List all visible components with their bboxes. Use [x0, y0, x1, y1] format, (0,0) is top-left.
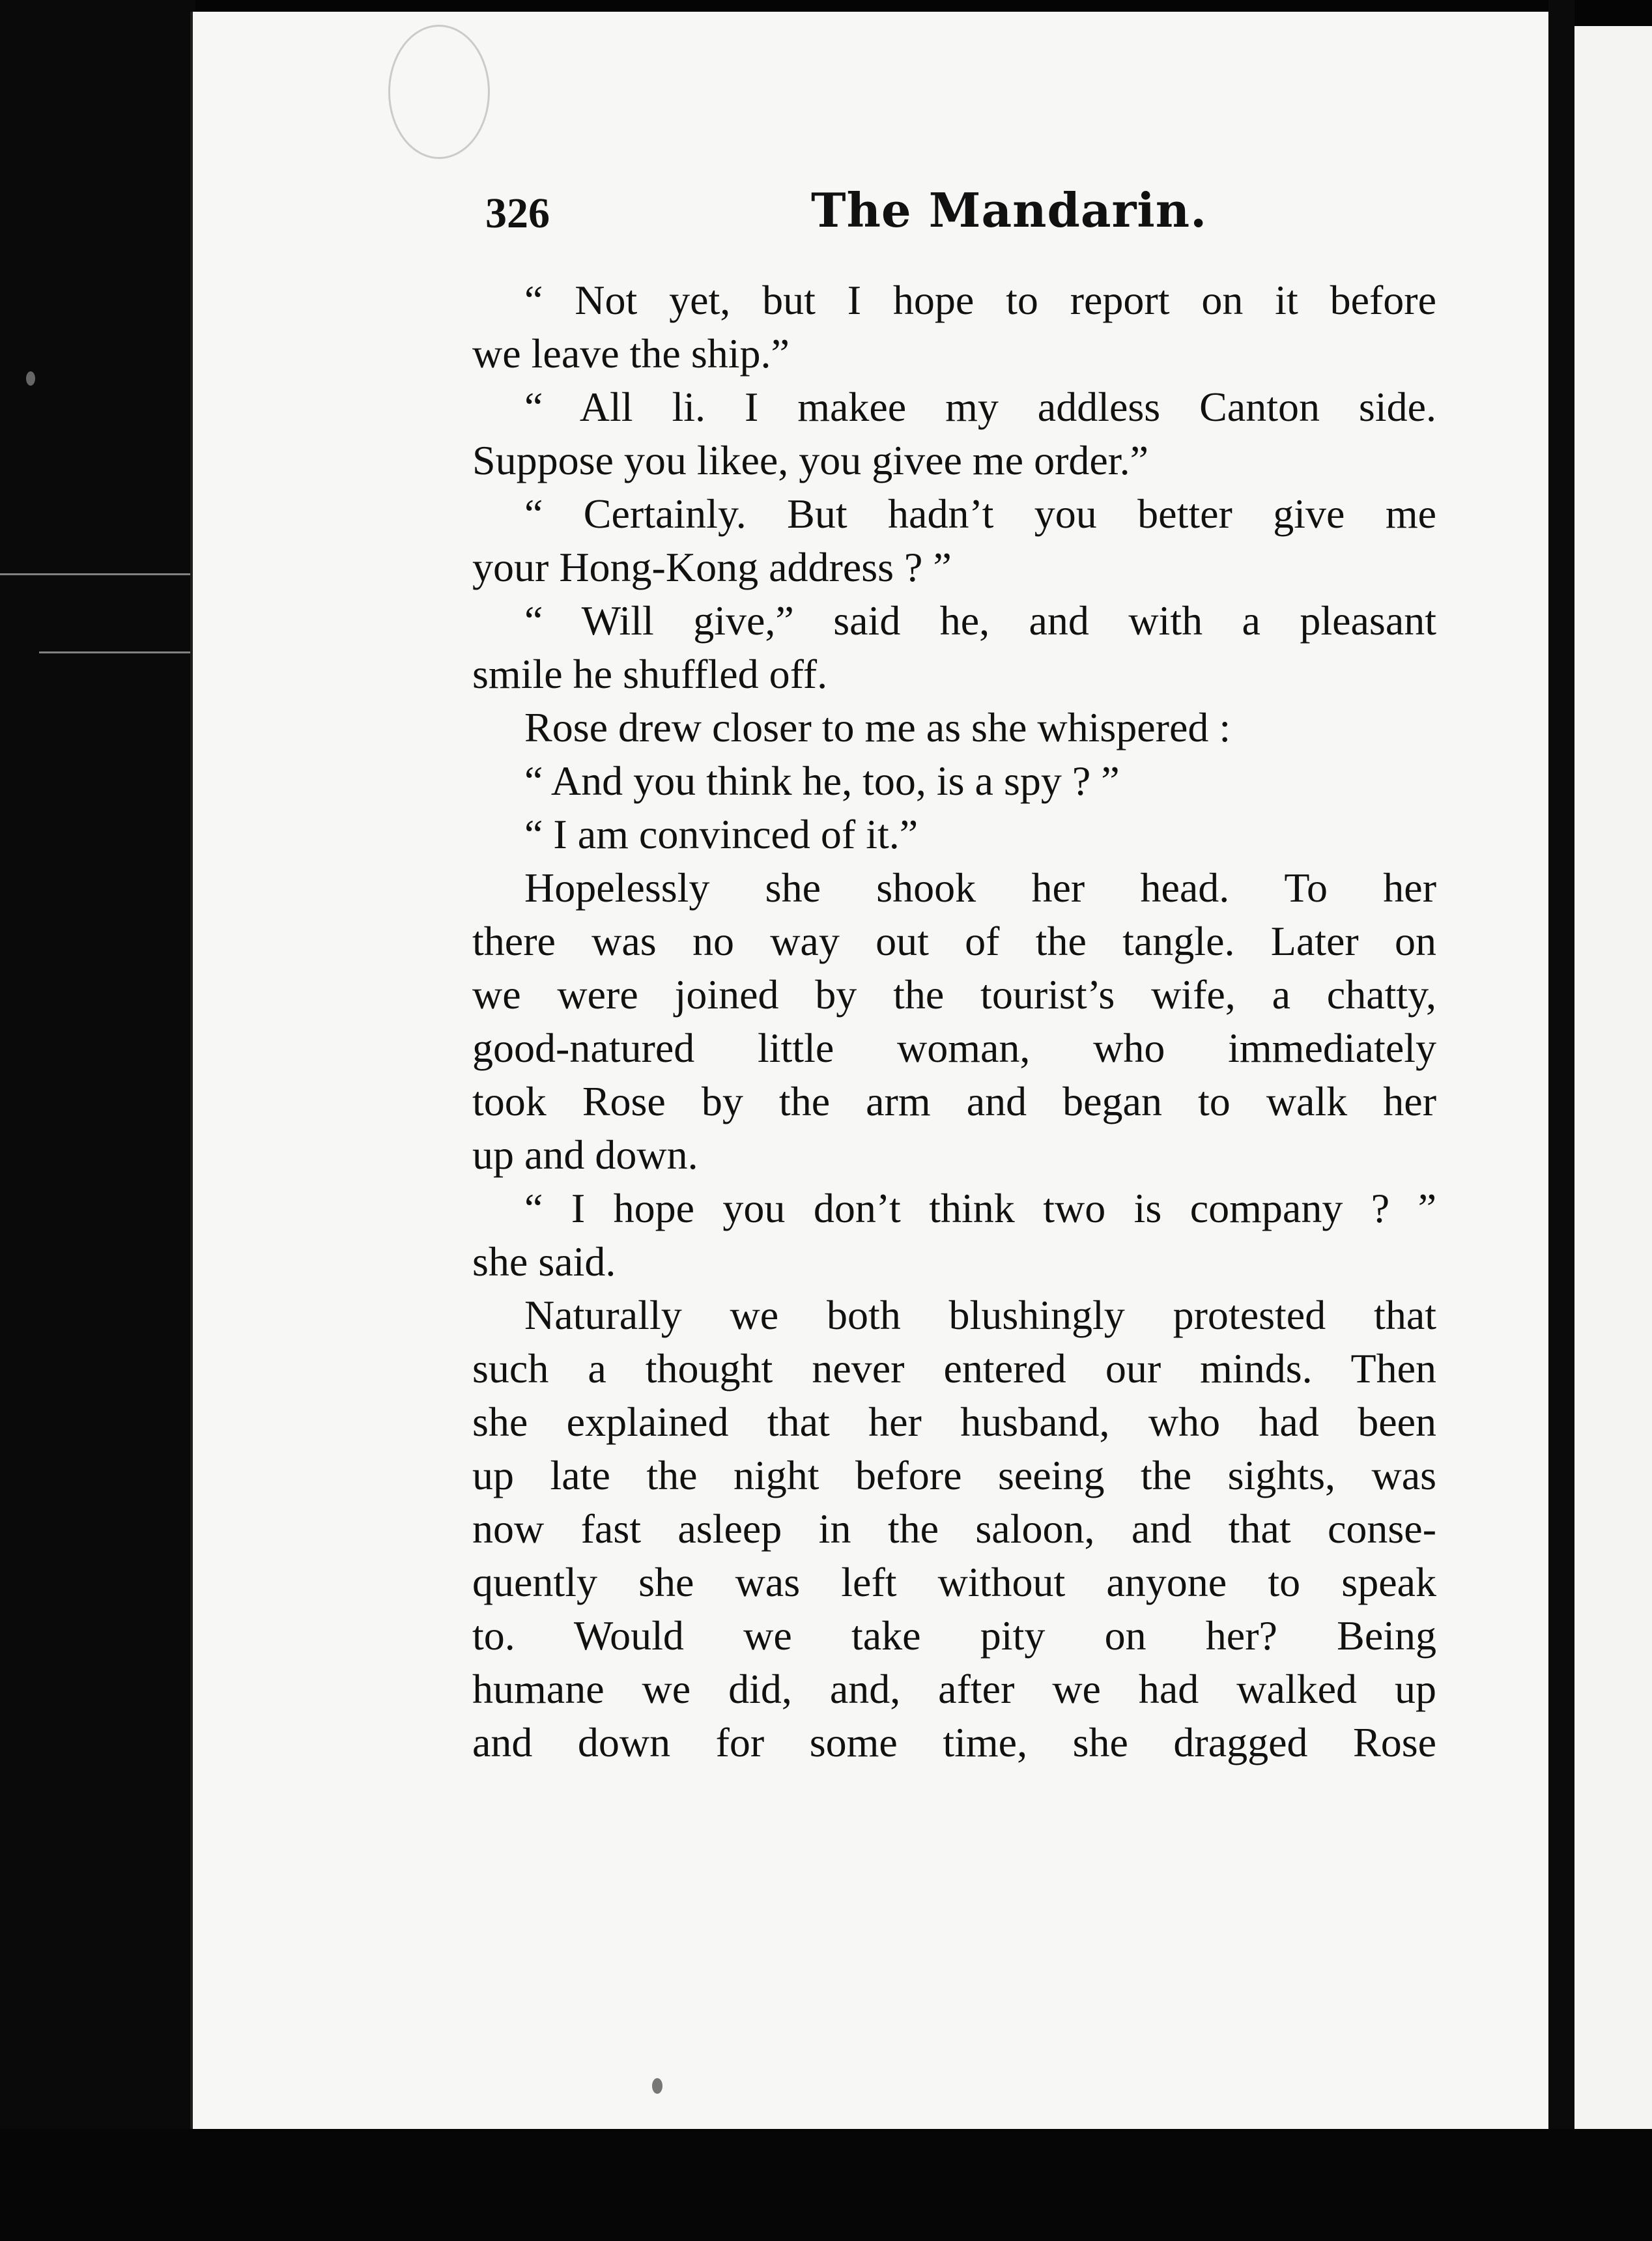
body-text: [472, 274, 1436, 1769]
text-line: “ And you think he, too, is a spy ? ”: [524, 758, 1120, 804]
text-line: “ Not yet, but I hope to report on it before: [524, 277, 1436, 323]
pencil-mark: [388, 25, 490, 159]
scan-artifact: [0, 573, 195, 575]
text-line: now fast asleep in the saloon, and that conse-: [472, 1506, 1436, 1552]
text-line: good-natured little woman, who immediately: [472, 1025, 1436, 1071]
text-line: smile he shuffled off.: [472, 651, 828, 697]
text-line: humane we did, and, after we had walked up: [472, 1666, 1436, 1712]
text-line: Hopelessly she shook her head. To her: [524, 864, 1436, 911]
page-gutter-bar: [1548, 0, 1574, 2241]
text-line: “ All li. I makee my addless Canton side.: [524, 384, 1436, 430]
text-line: up and down.: [472, 1132, 698, 1178]
text-line: we were joined by the tourist’s wife, a chatty,: [472, 971, 1436, 1018]
ink-dot: [652, 2078, 662, 2094]
text-line: “ Certainly. But hadn’t you better give me: [524, 491, 1436, 537]
text-line: she explained that her husband, who had been: [472, 1399, 1436, 1445]
scan-background-left: [0, 0, 195, 2241]
text-line: such a thought never entered our minds. Then: [472, 1345, 1436, 1392]
scan-artifact: [39, 651, 195, 653]
text-line: took Rose by the arm and began to walk her: [472, 1078, 1436, 1124]
text-line: your Hong-Kong address ? ”: [472, 544, 952, 590]
running-title: The Mandarin.: [811, 182, 1208, 238]
page-number: 326: [485, 190, 550, 237]
text-line: Rose drew closer to me as she whispered :: [524, 704, 1231, 750]
text-line: up late the night before seeing the sights, was: [472, 1452, 1436, 1498]
text-line: Naturally we both blushingly protested that: [524, 1292, 1436, 1338]
text-line: and down for some time, she dragged Rose: [472, 1719, 1436, 1765]
text-line: quently she was left without anyone to speak: [472, 1559, 1436, 1605]
text-line: “ Will give,” said he, and with a pleasant: [524, 597, 1436, 644]
scan-background-bottom: [0, 2129, 1652, 2241]
text-line: “ I am convinced of it.”: [524, 811, 919, 857]
scan-speck: [26, 371, 35, 386]
text-line: “ I hope you don’t think two is company ? ”: [524, 1185, 1436, 1231]
text-line: there was no way out of the tangle. Later on: [472, 918, 1436, 964]
adjacent-page-edge: [1574, 26, 1652, 2130]
text-line: Suppose you likee, you givee me order.”: [472, 437, 1148, 483]
text-line: to. Would we take pity on her? Being: [472, 1612, 1436, 1659]
text-line: we leave the ship.”: [472, 330, 790, 377]
text-line: she said.: [472, 1238, 616, 1285]
